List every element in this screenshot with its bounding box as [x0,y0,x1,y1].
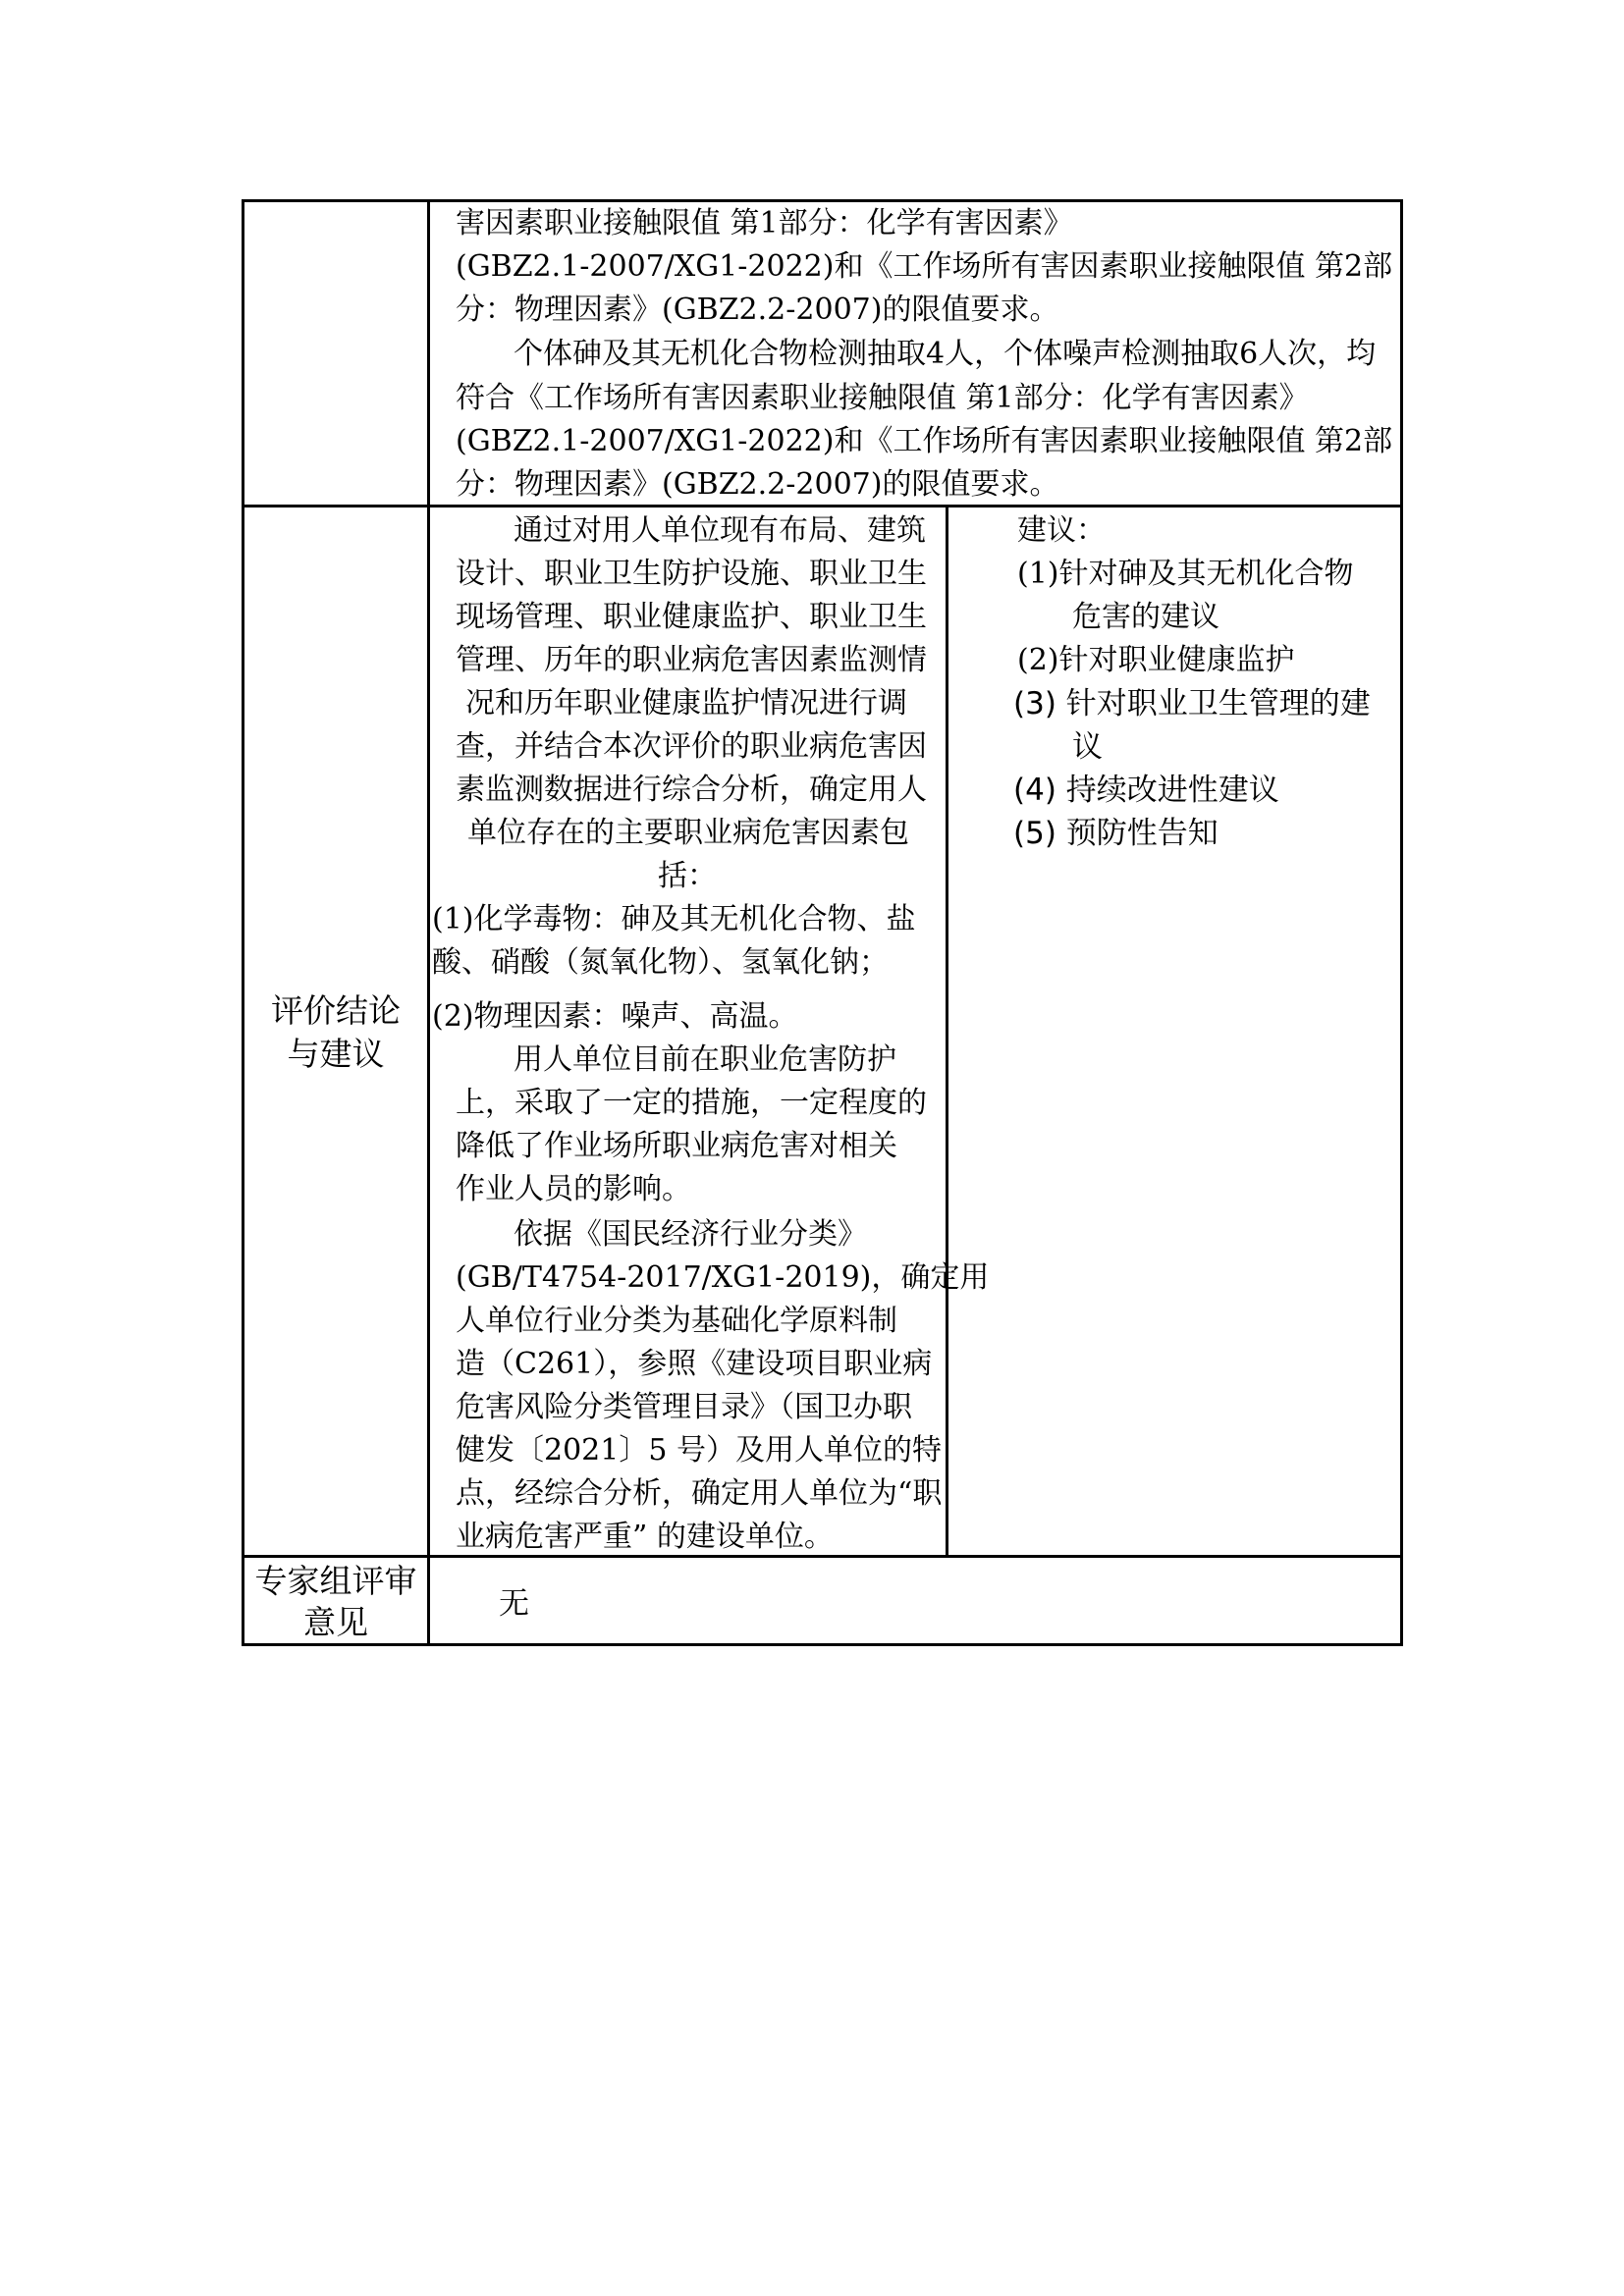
suggestions-heading: 建议： [1017,513,1106,548]
text-line: 分：物理因素》(GBZ2.2-2007)的限值要求。 [456,293,1059,327]
text-line: 分：物理因素》(GBZ2.2-2007)的限值要求。 [456,467,1059,502]
text-line: 管理、历年的职业病危害因素监测情 [456,643,927,677]
text-line: 点，经综合分析，确定用人单位为“职 [456,1476,943,1511]
text-line: 依据《国民经济行业分类》 [514,1217,867,1252]
suggestion-item: (2)针对职业健康监护 [1017,643,1295,677]
text-line: 符合《工作场所有害因素职业接触限值 第1部分：化学有害因素》 [456,381,1309,415]
text-line: 用人单位目前在职业危害防护 [514,1042,896,1077]
expert-opinion-value: 无 [499,1586,529,1622]
text-line: 单位存在的主要职业病危害因素包 [467,816,909,850]
text-line: 素监测数据进行综合分析，确定用人 [456,773,927,807]
text-line: (GBZ2.1-2007/XG1-2022)和《工作场所有害因素职业接触限值 第2部 [456,249,1393,284]
text-line: 健发〔2021〕5 号）及用人单位的特 [456,1433,942,1468]
text-line: 降低了作业场所职业病危害对相关 [456,1129,897,1163]
text-line: 业病危害严重” 的建设单位。 [456,1520,834,1554]
text-line: 酸、硝酸（氮氧化物）、氢氧化钠； [432,945,889,980]
text-line: 通过对用人单位现有布局、建筑 [514,513,926,548]
text-line: 危害风险分类管理目录》（国卫办职 [456,1390,912,1424]
text-line: 害因素职业接触限值 第1部分：化学有害因素》 [456,206,1073,240]
text-line: 作业人员的影响。 [456,1172,691,1206]
text-line: (2)物理因素：噪声、高温。 [432,999,798,1034]
text-line: 查，并结合本次评价的职业病危害因 [456,729,927,764]
text-line: 个体砷及其无机化合物检测抽取4人，个体噪声检测抽取6人次，均 [514,337,1377,371]
table-border-col1 [427,199,430,1646]
row-label-line: 评价结论 [271,991,401,1030]
suggestion-item: 危害的建议 [1072,600,1219,634]
suggestion-item: (3) 针对职业卫生管理的建 [1013,686,1371,721]
text-line: 况和历年职业健康监护情况进行调 [465,686,907,721]
text-line: 上，采取了一定的措施，一定程度的 [456,1086,927,1120]
text-line: 现场管理、职业健康监护、职业卫生 [456,600,927,634]
table-border-col2 [946,505,948,1558]
row-label-line: 专家组评审 [254,1562,417,1600]
text-line: 括： [658,859,717,893]
text-line: 造（C261），参照《建设项目职业病 [456,1347,933,1381]
table-border-left [242,199,244,1646]
suggestion-item: 议 [1072,729,1103,765]
text-line: (GB/T4754-2017/XG1-2019)，确定用 [456,1260,990,1295]
suggestion-item: (1)针对砷及其无机化合物 [1017,557,1354,591]
text-line: (1)化学毒物：砷及其无机化合物、盐 [432,902,916,936]
text-line: 设计、职业卫生防护设施、职业卫生 [456,557,927,591]
row-label-line: 意见 [303,1603,368,1641]
suggestion-item: (5) 预防性告知 [1013,816,1218,851]
table-border-right [1400,199,1403,1646]
suggestion-item: (4) 持续改进性建议 [1013,773,1279,808]
text-line: 人单位行业分类为基础化学原料制 [456,1304,897,1338]
text-line: (GBZ2.1-2007/XG1-2022)和《工作场所有害因素职业接触限值 第2部 [456,424,1393,458]
row-label-line: 与建议 [287,1035,385,1073]
